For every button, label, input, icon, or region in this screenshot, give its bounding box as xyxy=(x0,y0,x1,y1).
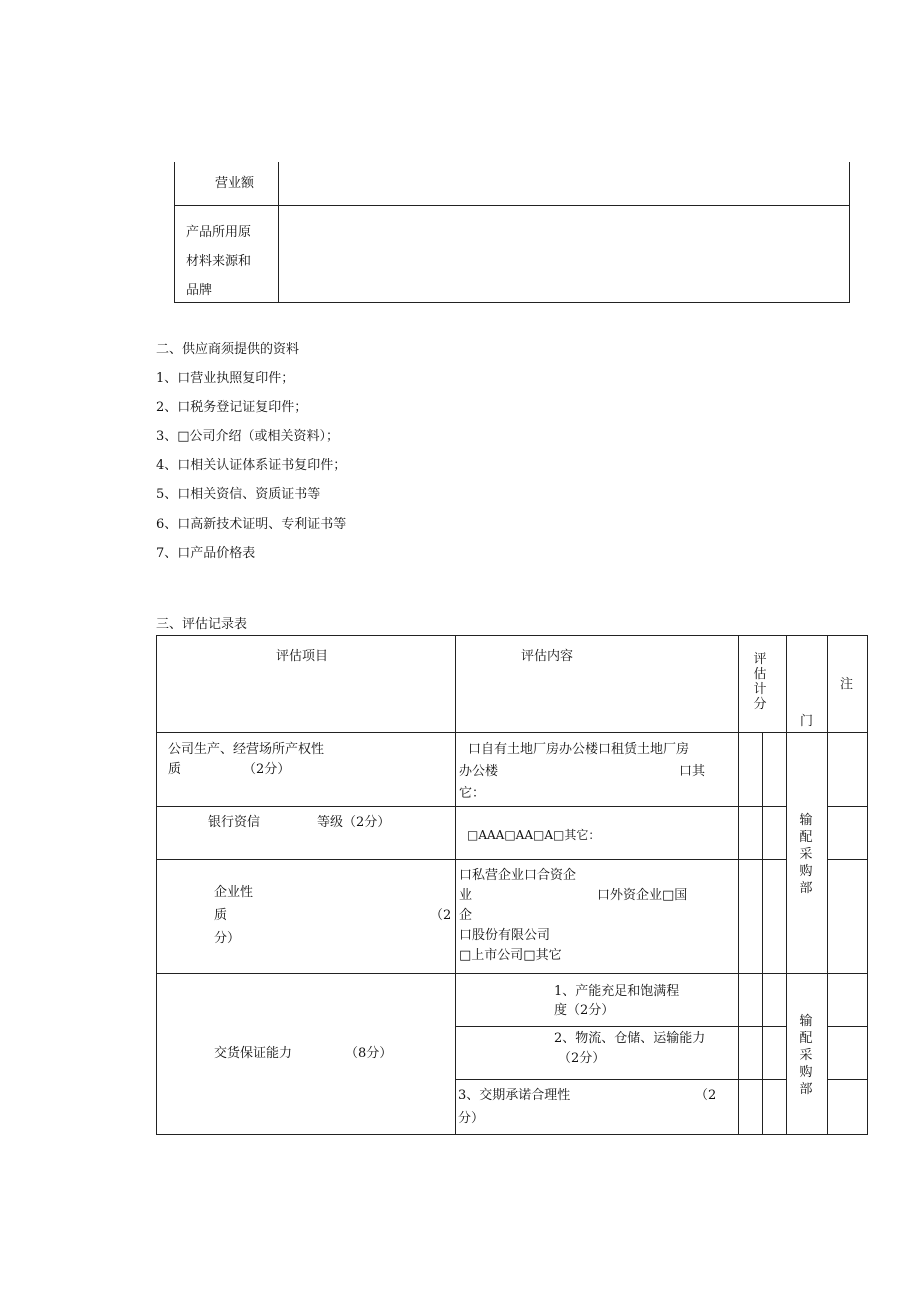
row4-sub1-line2: 度（2分） xyxy=(554,1003,615,1018)
row4-sub2-line1: 2、物流、仓储、运输能力 xyxy=(554,1031,706,1046)
section-title: 三、评估记录表 xyxy=(156,617,248,632)
row2-item-score: 等级（2分） xyxy=(317,815,391,830)
row3-item-line2: 质 xyxy=(214,908,228,923)
row3-content-line2b: 口外资企业□国 xyxy=(597,888,688,903)
document-item: 5、口相关资信、资质证书等 xyxy=(156,487,321,502)
row3-content-line3: 企 xyxy=(459,908,473,923)
row2-content: □AAA□AA□A□其它： xyxy=(467,828,601,842)
row2-item: 银行资信 xyxy=(208,815,261,830)
header-item: 评估项目 xyxy=(276,649,329,664)
row3-content-line2: 业 xyxy=(459,888,473,903)
row4-sub3-line2: 分） xyxy=(458,1111,485,1126)
document-item: 3、□公司介绍（或相关资料）； xyxy=(156,429,340,444)
header-content: 评估内容 xyxy=(521,649,574,664)
document-item: 7、口产品价格表 xyxy=(156,546,256,561)
row4-item-score: （8分） xyxy=(345,1046,393,1061)
materials-label-line3: 品牌 xyxy=(186,283,213,298)
document-item: 2、口税务登记证复印件； xyxy=(156,400,308,415)
row1-content-line1: 口自有土地厂房办公楼口租赁土地厂房 xyxy=(468,742,690,757)
row4-sub3-line1: 3、交期承诺合理性 xyxy=(458,1088,571,1103)
row4-sub1-line1: 1、产能充足和饱满程 xyxy=(554,984,680,999)
revenue-label: 营业额 xyxy=(215,176,255,191)
row1-content-other: 口其 xyxy=(679,764,706,779)
row4-sub2-line2: （2分） xyxy=(558,1051,606,1066)
row1-item-line1: 公司生产、经营场所产权性 xyxy=(168,742,325,757)
section-title: 二、供应商须提供的资料 xyxy=(156,342,300,357)
row3-content-line4: 口股份有限公司 xyxy=(459,928,551,943)
row3-item-score: （2 xyxy=(430,908,452,923)
row3-content-line5: □上市公司□其它 xyxy=(459,948,562,963)
materials-label-line1: 产品所用原 xyxy=(186,225,252,240)
row1-item-score: （2分） xyxy=(243,762,291,777)
row1-content-line2: 办公楼 xyxy=(459,764,499,779)
document-item: 4、口相关认证体系证书复印件； xyxy=(156,458,347,473)
row3-item-line3: 分） xyxy=(214,931,241,946)
materials-label-line2: 材料来源和 xyxy=(186,254,252,269)
document-item: 6、口高新技术证明、专利证书等 xyxy=(156,517,347,532)
header-score: 评估计分 xyxy=(753,652,767,712)
dept-label: 输配采购部 xyxy=(799,1014,813,1097)
header-dept: 门 xyxy=(800,714,814,729)
dept-label: 输配采购部 xyxy=(799,813,813,896)
row1-item-line2: 质 xyxy=(168,762,182,777)
row4-sub3-score: （2 xyxy=(695,1088,717,1103)
row4-item: 交货保证能力 xyxy=(214,1046,293,1061)
document-item: 1、口营业执照复印件； xyxy=(156,371,295,386)
header-note: 注 xyxy=(840,677,854,692)
row3-item-line1: 企业性 xyxy=(214,885,254,900)
row3-content-line1: 口私营企业口合资企 xyxy=(459,868,577,883)
row1-content-line3: 它： xyxy=(459,786,486,801)
